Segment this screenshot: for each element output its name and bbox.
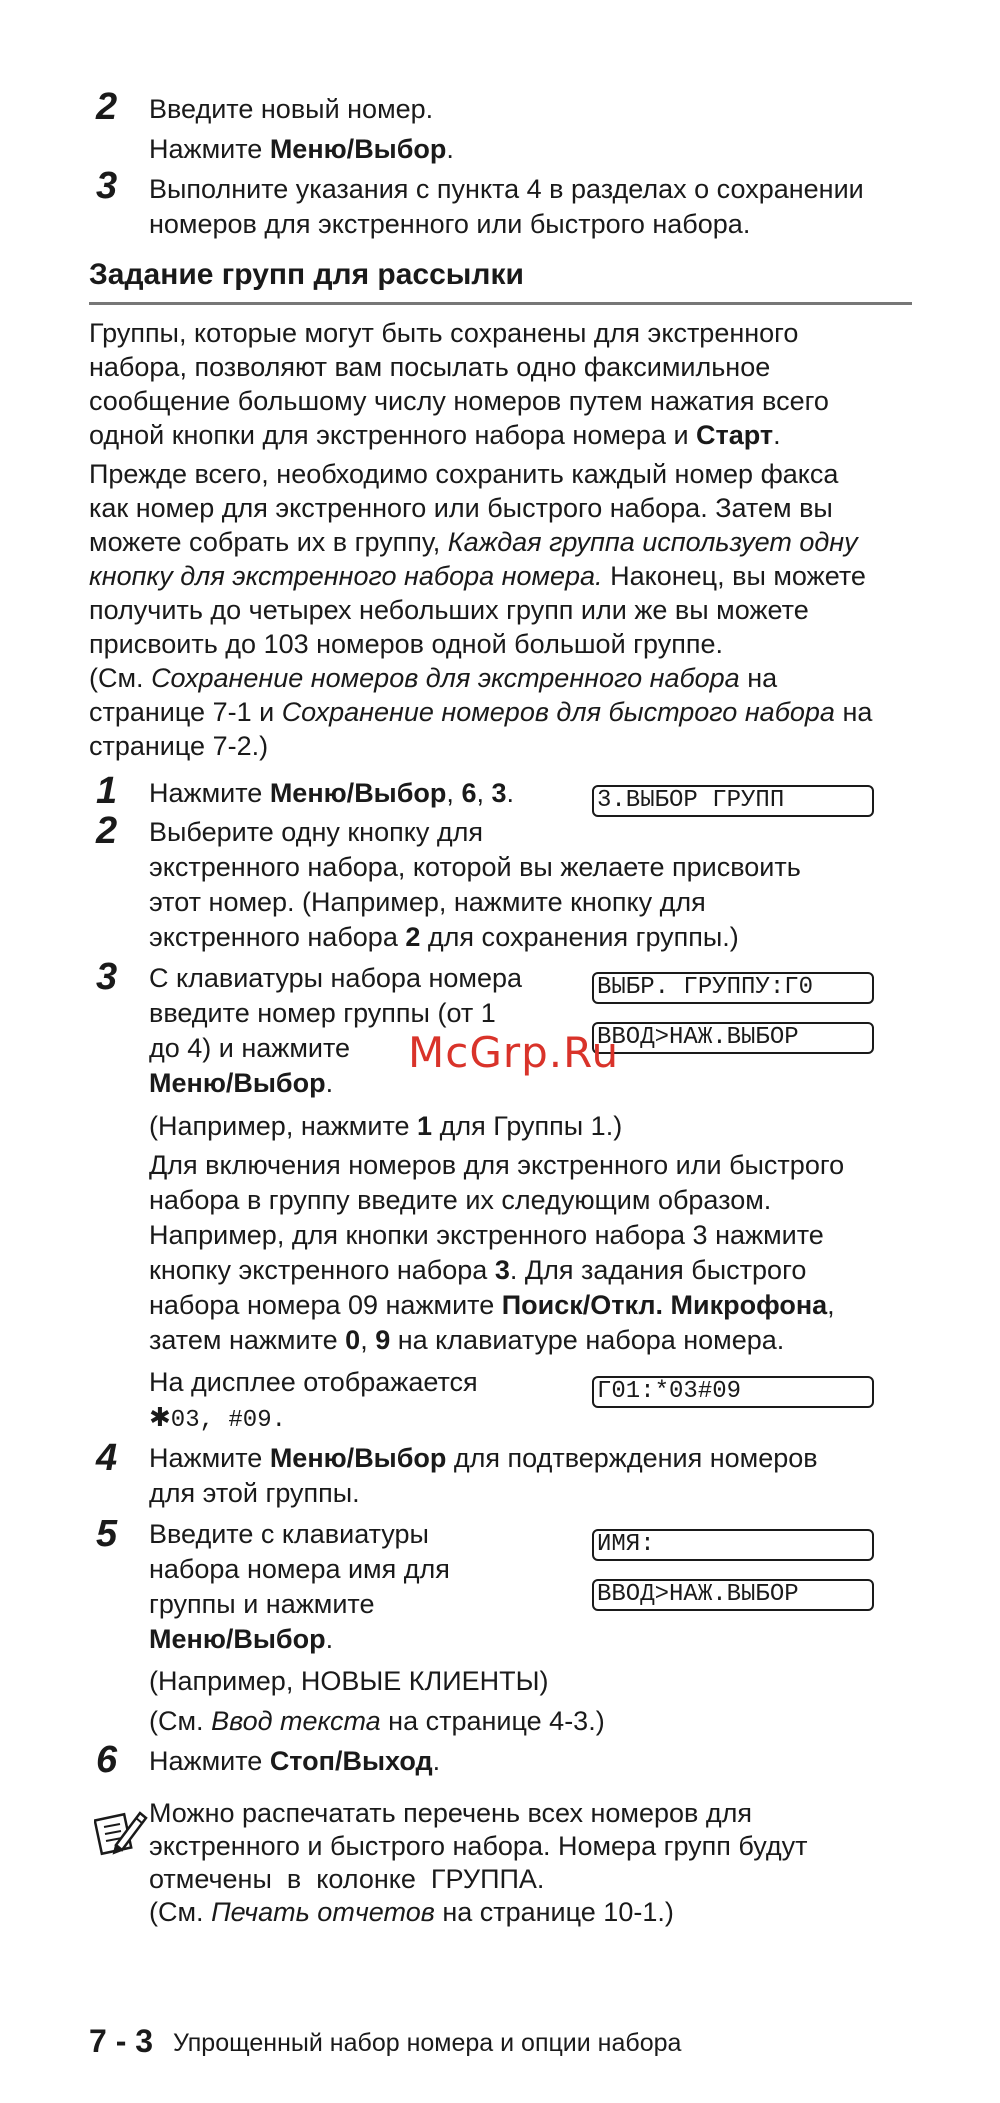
page-number: 7 - 3 bbox=[89, 2023, 154, 2059]
section-heading: Задание групп для рассылки bbox=[89, 258, 524, 291]
example-text: (Например, НОВЫЕ КЛИЕНТЫ) bbox=[149, 1666, 549, 1696]
instruction-text: Нажмите Стоп/Выход. bbox=[149, 1746, 441, 1776]
body-paragraph: Прежде всего, необходимо сохранить каждый номер факса как номер для экстренного или быстрого набора. Затем вы можете собрать их в группу, Каждая группа использует одну кнопку для экстренного набора номера. Наконец, вы можете получить до четырех небольших групп или же вы можете присвоить до 103 номеров одной большой группе. (См. Сохранение номеров для экстренного набора на странице 7-1 и Сохранение номеров для быстрого набора на странице 7-2.) bbox=[89, 459, 873, 761]
lcd-display: ВВОД>НАЖ.ВЫБОР bbox=[592, 1022, 874, 1054]
instruction-text: Выполните указания с пункта 4 в разделах о сохранении bbox=[149, 174, 864, 204]
instruction-text: номеров для экстренного или быстрого набора. bbox=[149, 209, 751, 239]
step-number: 3 bbox=[96, 165, 118, 207]
lcd-display: Г01:*03#09 bbox=[592, 1376, 874, 1408]
note-text: Можно распечатать перечень всех номеров для экстренного и быстрого набора. Номера групп будут отмечены в колонке ГРУППА. (См. Печать отчетов на странице 10-1.) bbox=[149, 1798, 808, 1927]
lcd-display: ИМЯ: bbox=[592, 1529, 874, 1561]
lcd-display: 3.ВЫБОР ГРУПП bbox=[592, 785, 874, 817]
instruction-text: Для включения номеров для экстренного или быстрого набора в группу введите их следующим образом. Например, для кнопки экстренного набора 3 нажмите кнопку экстренного набора 3. Для задания быстрого набора номера 09 нажмите Поиск/Откл. Микрофона, затем нажмите 0, 9 на клавиатуре набора номера. bbox=[149, 1150, 845, 1355]
step-number: 3 bbox=[96, 956, 118, 998]
heading-divider bbox=[89, 302, 912, 305]
note-pencil-icon bbox=[94, 1805, 148, 1857]
lcd-display: ВЫБР. ГРУППУ:Г0 bbox=[592, 972, 874, 1004]
instruction-text: Введите с клавиатуры набора номера имя для группы и нажмите Меню/Выбор. bbox=[149, 1519, 450, 1654]
instruction-text: На дисплее отображается ✱03, #09. bbox=[149, 1367, 478, 1434]
step-number: 2 bbox=[96, 86, 118, 128]
watermark: McGrp.Ru bbox=[408, 1028, 620, 1077]
star-icon: ✱ bbox=[149, 1402, 171, 1432]
example-text: (Например, нажмите 1 для Группы 1.) bbox=[149, 1111, 623, 1141]
reference-text: (См. Ввод текста на странице 4-3.) bbox=[149, 1706, 605, 1736]
step-number: 2 bbox=[96, 810, 118, 852]
step-number: 4 bbox=[96, 1437, 118, 1479]
instruction-text: Нажмите Меню/Выбор для подтверждения номеров для этой группы. bbox=[149, 1443, 818, 1508]
step-number: 5 bbox=[96, 1513, 118, 1555]
instruction-text: Выберите одну кнопку для экстренного набора, которой вы желаете присвоить этот номер. (Например, нажмите кнопку для экстренного набора 2 для сохранения группы.) bbox=[149, 817, 801, 952]
step-number: 1 bbox=[96, 770, 118, 812]
chapter-title: Упрощенный набор номера и опции набора bbox=[173, 2029, 682, 2057]
instruction-text: Нажмите Меню/Выбор, 6, 3. bbox=[149, 778, 515, 808]
instruction-text: Нажмите Меню/Выбор. bbox=[149, 134, 454, 164]
instruction-text: Введите новый номер. bbox=[149, 94, 434, 124]
instruction-text: С клавиатуры набора номера введите номер группы (от 1 до 4) и нажмите Меню/Выбор. bbox=[149, 963, 523, 1098]
step-number: 6 bbox=[96, 1739, 118, 1781]
lcd-display: ВВОД>НАЖ.ВЫБОР bbox=[592, 1579, 874, 1611]
body-paragraph: Группы, которые могут быть сохранены для экстренного набора, позволяют вам посылать одно факсимильное сообщение большому числу номеров путем нажатия всего одной кнопки для экстренного набора номера и Старт. bbox=[89, 318, 829, 450]
